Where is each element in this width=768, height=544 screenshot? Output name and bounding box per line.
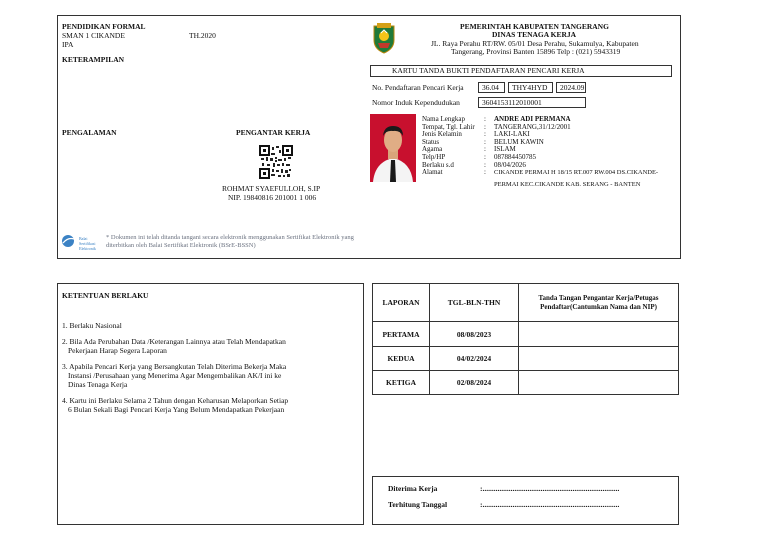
person-field-label: Agama: [422, 145, 443, 154]
applicant-photo: [370, 114, 416, 182]
officer-nip: NIP. 19840816 201001 1 006: [228, 193, 317, 202]
laporan-row-label: PERTAMA: [373, 322, 430, 347]
person-field-value: LAKI-LAKI: [494, 130, 530, 139]
laporan-col2-header: TGL-BLN-THN: [430, 284, 519, 322]
laporan-col3-header-line2: Pendaftar(Cantumkan Nama dan NIP): [540, 302, 657, 311]
alamat-line2: PERMAI KEC.CIKANDE KAB. SERANG - BANTEN: [494, 181, 641, 188]
person-field-value: 08/04/2026: [494, 160, 526, 169]
nik-value: 3604153112010001: [478, 97, 586, 108]
pengantar-label: PENGANTAR KERJA: [236, 128, 311, 137]
pendidikan-label: PENDIDIKAN FORMAL: [62, 22, 146, 31]
person-field-colon: :: [484, 137, 486, 146]
laporan-row-date: 08/08/2023: [430, 322, 519, 347]
bsre-logo-text: Balai Sertifikasi Elektronik: [79, 236, 96, 251]
reg-no-part1: 36.04: [478, 82, 505, 93]
ketentuan-line: 4. Kartu ini Berlaku Selama 2 Tahun dengan Keharusan Melaporkan Setiap: [62, 396, 289, 405]
officer-name: ROHMAT SYAEFULLOH, S.IP: [222, 184, 321, 193]
person-field-colon: :: [484, 130, 486, 139]
person-field-label: Jenis Kelamin: [422, 130, 462, 139]
person-field-label: Berlaku s.d: [422, 160, 454, 169]
bsre-logo-icon: [61, 234, 77, 248]
laporan-col3-header-line1: Tanda Tangan Pengantar Kerja/Petugas: [538, 293, 659, 302]
ketentuan-line: Pekerjaan Harap Segera Laporan: [68, 346, 167, 355]
ketentuan-line: 1. Berlaku Nasional: [62, 321, 122, 330]
laporan-col3-header: [519, 284, 679, 322]
diterima-dots: :.........................................................................: [480, 484, 620, 493]
esign-note-line2: diterbitkan oleh Balai Sertifikat Elektronik (BSrE-BSSN): [106, 242, 256, 249]
person-field-value: ISLAM: [494, 145, 516, 154]
terhitung-label: Terhitung Tanggal: [388, 500, 448, 509]
laporan-row-label: KEDUA: [373, 347, 430, 371]
person-field-value: ANDRE ADI PERMANA: [494, 115, 571, 123]
pengalaman-label: PENGALAMAN: [62, 128, 117, 137]
person-field-colon: :: [484, 160, 486, 169]
address-line1: JL. Raya Perahu RT/RW. 05/01 Desa Perahu, Sukamulya, Kabupaten: [431, 39, 639, 48]
person-field-colon: :: [484, 122, 486, 131]
laporan-col1-header: LAPORAN: [373, 284, 430, 322]
reg-no-label: No. Pendaftaran Pencari Kerja: [372, 83, 464, 92]
person-field-value: 087884450785: [494, 153, 536, 161]
person-field-label: Tempat, Tgl. Lahir: [422, 122, 475, 131]
reg-no-part3: 2024.09: [556, 82, 586, 93]
ketentuan-line: Dinas Tenaga Kerja: [68, 380, 128, 389]
ketentuan-line: 6 Bulan Sekali Bagi Pencari Kerja Yang Belum Mendapatkan Pekerjaan: [68, 405, 285, 414]
major: IPA: [62, 40, 74, 49]
person-field-colon: :: [484, 153, 486, 161]
person-field-colon: :: [484, 115, 486, 123]
person-field-label: Alamat: [422, 168, 443, 177]
keterampilan-label: KETERAMPILAN: [62, 55, 125, 64]
person-field-label: Nama Lengkap: [422, 115, 465, 123]
terhitung-dots: :.........................................................................: [480, 500, 620, 509]
ketentuan-line: Instansi /Perusahaan yang Menerima Agar Mengembalikan AK/I ini ke: [68, 371, 282, 380]
person-field-label: Telp/HP: [422, 153, 446, 161]
gov-line2: DINAS TENAGA KERJA: [492, 30, 577, 39]
person-field-colon: :: [484, 145, 486, 154]
laporan-row-signature: [519, 322, 679, 347]
reg-no-part2: THY4HYD: [508, 82, 553, 93]
address-line2: Tangerang, Provinsi Banten 15896 Telp : (021) 5943319: [451, 47, 621, 56]
card-title: KARTU TANDA BUKTI PENDAFTARAN PENCARI KERJA: [392, 66, 585, 75]
school-name: SMAN 1 CIKANDE: [62, 31, 125, 40]
laporan-table: [372, 283, 679, 395]
person-field-value: CIKANDE PERMAI H 18/15 RT.007 RW.004 DS.CIKANDE-: [494, 169, 659, 177]
gov-line1: PEMERINTAH KABUPATEN TANGERANG: [460, 22, 609, 31]
person-field-row: [422, 168, 658, 177]
ketentuan-line: 2. Bila Ada Perubahan Data /Keterangan Lainnya atau Telah Mendapatkan: [62, 337, 286, 346]
person-field-label: Status: [422, 137, 440, 146]
qr-code-icon: [259, 145, 293, 179]
graduation-year: TH.2020: [189, 31, 216, 40]
ketentuan-title: KETENTUAN BERLAKU: [62, 291, 149, 300]
laporan-row-date: 04/02/2024: [430, 347, 519, 371]
person-field-value: TANGERANG,31/12/2001: [494, 122, 571, 131]
ketentuan-line: 3. Apabila Pencari Kerja yang Bersangkutan Telah Diterima Bekerja Maka: [62, 362, 287, 371]
laporan-row-date: 02/08/2024: [430, 371, 519, 395]
laporan-row-label: KETIGA: [373, 371, 430, 395]
esign-note-line1: * Dokumen ini telah ditanda tangani secara elektronik menggunakan Sertifikat Elektronik yang: [106, 234, 354, 241]
laporan-row-signature: [519, 371, 679, 395]
nik-label: Nomor Induk Kependudukan: [372, 98, 460, 107]
laporan-row-signature: [519, 347, 679, 371]
person-field-colon: :: [484, 168, 486, 177]
person-field-value: BELUM KAWIN: [494, 137, 544, 146]
tangerang-emblem-icon: [372, 22, 396, 54]
diterima-label: Diterima Kerja: [388, 484, 438, 493]
